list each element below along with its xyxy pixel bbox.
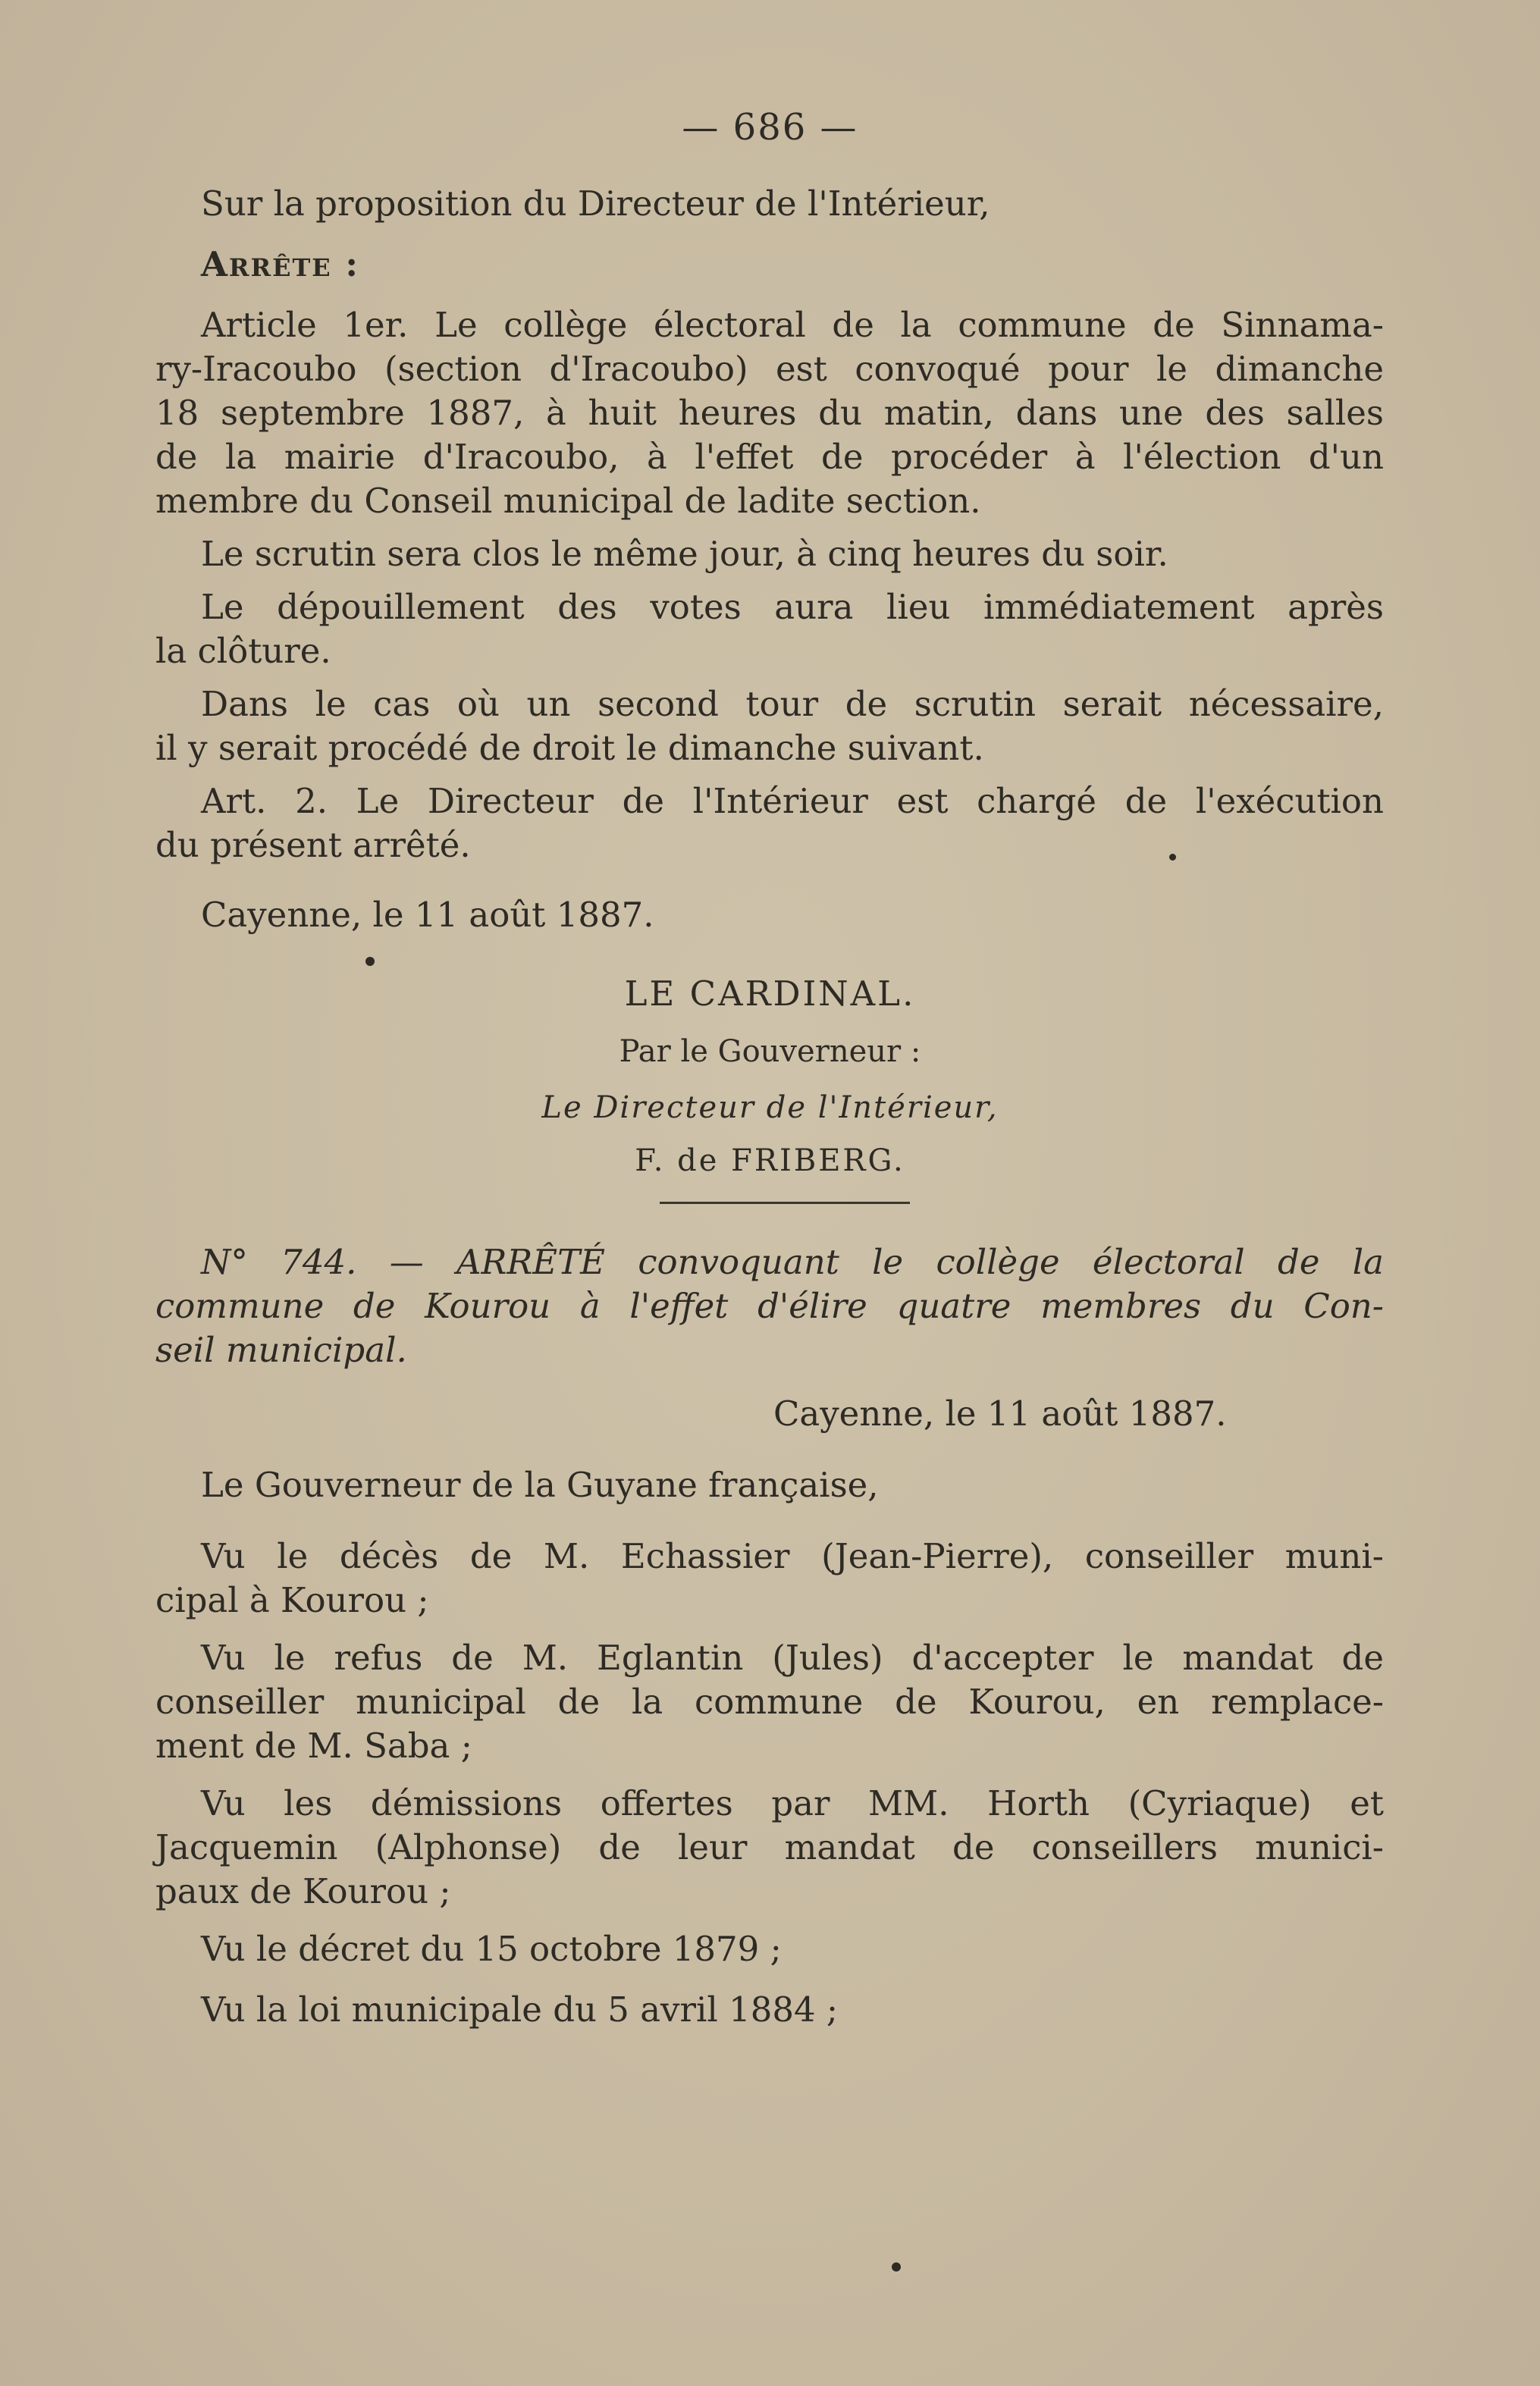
vu-line: conseiller municipal de la commune de Kourou, en remplace- xyxy=(155,1682,1384,1722)
ink-speck xyxy=(1169,854,1176,861)
depouillement-line: la clôture. xyxy=(155,631,331,671)
intro-line: Sur la proposition du Directeur de l'Intérieur, xyxy=(201,183,990,224)
par-gouverneur: Par le Gouverneur : xyxy=(619,1034,921,1069)
place-date: Cayenne, le 11 août 1887. xyxy=(201,895,654,935)
scrutin-paragraph: Le scrutin sera clos le même jour, à cinq heures du soir. xyxy=(201,534,1168,574)
arrete-title-line: seil municipal. xyxy=(155,1330,407,1370)
page-number: — 686 — xyxy=(682,106,858,149)
signature: LE CARDINAL. xyxy=(624,974,916,1014)
article2-line: du présent arrêté. xyxy=(155,825,471,865)
article2-line: Art. 2. Le Directeur de l'Intérieur est chargé de l'exécution xyxy=(201,781,1384,821)
vu-line: Vu les démissions offertes par MM. Horth (Cyriaque) et xyxy=(201,1783,1384,1823)
arrete-title-line: N° 744. — ARRÊTÉ convoquant le collège électoral de la xyxy=(201,1242,1384,1282)
arrete-title-line: commune de Kourou à l'effet d'élire quatre membres du Con- xyxy=(155,1286,1384,1326)
article1-line: membre du Conseil municipal de ladite section. xyxy=(155,481,981,521)
depouillement-line: Le dépouillement des votes aura lieu immédiatement après xyxy=(201,587,1384,627)
directeur-name: F. de FRIBERG. xyxy=(635,1143,905,1178)
directeur-title: Le Directeur de l'Intérieur, xyxy=(541,1090,999,1125)
vu-line: Vu le décès de M. Echassier (Jean-Pierre), conseiller muni- xyxy=(201,1536,1384,1576)
article1-line: Article 1er. Le collège électoral de la commune de Sinnama- xyxy=(201,305,1384,345)
gouverneur-heading: Le Gouverneur de la Guyane française, xyxy=(201,1465,879,1505)
place-date: Cayenne, le 11 août 1887. xyxy=(773,1394,1227,1434)
vu-line: Vu le refus de M. Eglantin (Jules) d'accepter le mandat de xyxy=(201,1638,1384,1678)
second-tour-line: Dans le cas où un second tour de scrutin serait nécessaire, xyxy=(201,684,1384,724)
vu-line: ment de M. Saba ; xyxy=(155,1726,472,1766)
arrete-label: Arrête : xyxy=(201,244,359,284)
ink-speck xyxy=(892,2262,901,2272)
second-tour-line: il y serait procédé de droit le dimanche suivant. xyxy=(155,728,984,768)
vu-line: Jacquemin (Alphonse) de leur mandat de conseillers munici- xyxy=(155,1827,1384,1867)
vu-line: paux de Kourou ; xyxy=(155,1871,451,1911)
article1-line: 18 septembre 1887, à huit heures du matin, dans une des salles xyxy=(155,393,1384,433)
vu-line: Vu le décret du 15 octobre 1879 ; xyxy=(201,1929,782,1969)
vu-line: cipal à Kourou ; xyxy=(155,1580,429,1620)
vu-line: Vu la loi municipale du 5 avril 1884 ; xyxy=(201,1989,839,2030)
article1-line: ry-Iracoubo (section d'Iracoubo) est convoqué pour le dimanche xyxy=(155,349,1384,389)
ink-speck xyxy=(365,957,375,966)
section-divider xyxy=(660,1202,910,1204)
article1-line: de la mairie d'Iracoubo, à l'effet de procéder à l'élection d'un xyxy=(155,437,1384,477)
